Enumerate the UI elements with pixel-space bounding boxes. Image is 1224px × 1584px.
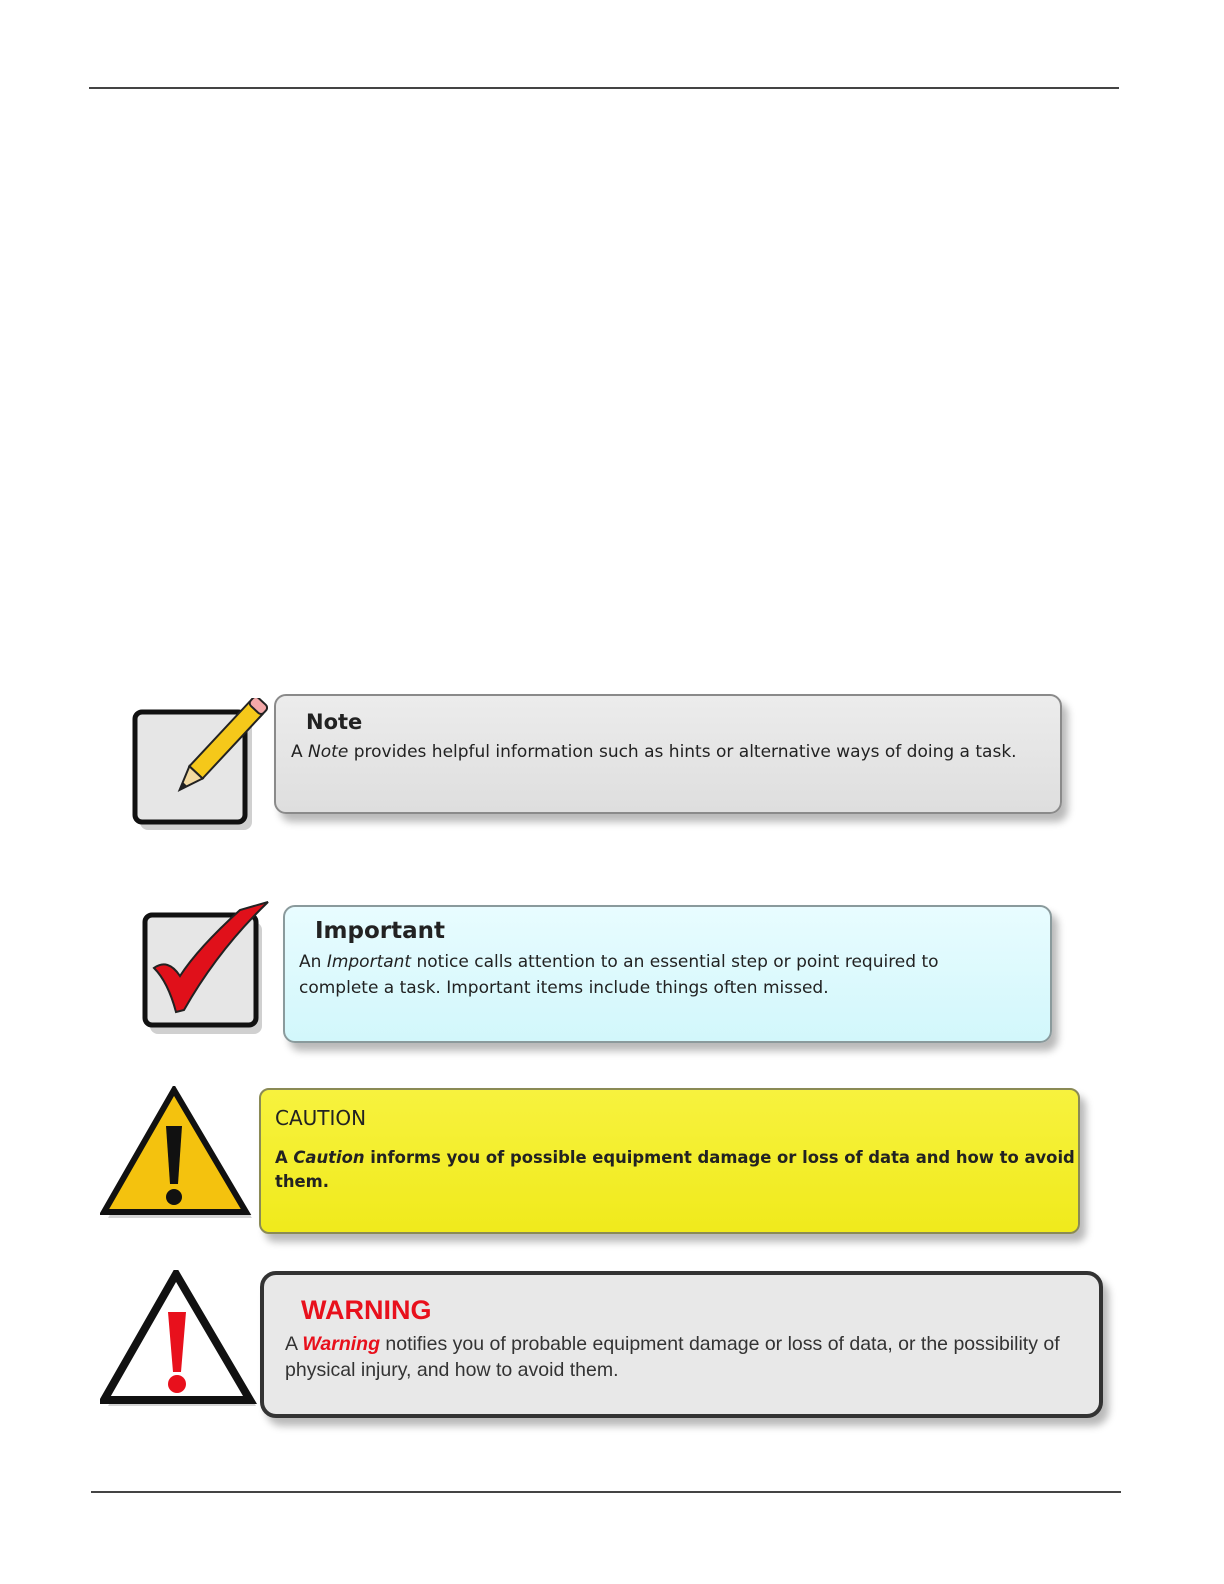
- important-keyword: Important: [326, 952, 412, 972]
- note-body-text: provides helpful information such as hints or alternative ways of doing a task.: [348, 742, 1017, 762]
- header-rule: [89, 87, 1119, 89]
- important-title: Important: [315, 918, 446, 944]
- red-exclamation-triangle-icon: [100, 1270, 258, 1408]
- important-body: [299, 949, 999, 1001]
- warning-body: [285, 1331, 1065, 1383]
- footer-rule: [91, 1491, 1121, 1493]
- warning-keyword: Warning: [302, 1333, 380, 1355]
- important-body-text: notice calls attention to an essential step or point required to complete a task. Important items include things often missed.: [299, 952, 939, 998]
- caution-body: [275, 1146, 1075, 1194]
- important-body-prefix: An: [299, 952, 327, 972]
- note-keyword: Note: [308, 742, 349, 762]
- note-box: [274, 694, 1062, 814]
- warning-body-prefix: A: [285, 1333, 303, 1355]
- yellow-warning-triangle-icon: [100, 1086, 255, 1221]
- caution-keyword: Caution: [293, 1148, 365, 1167]
- red-checkmark-icon: [140, 898, 275, 1038]
- note-body-prefix: A: [291, 742, 309, 762]
- pencil-checkbox-icon: [130, 698, 268, 838]
- warning-body-text: notifies you of probable equipment damage or loss of data, or the possibility of physical injury, and how to avoid them.: [285, 1333, 1060, 1381]
- note-body: [291, 742, 1051, 762]
- caution-title: CAUTION: [275, 1106, 367, 1130]
- warning-box: [260, 1271, 1103, 1418]
- warning-title: WARNING: [301, 1295, 432, 1325]
- important-box: [283, 905, 1052, 1043]
- caution-box: [259, 1088, 1080, 1234]
- caution-body-text: informs you of possible equipment damage or loss of data and how to avoid them.: [275, 1148, 1075, 1191]
- note-title: Note: [306, 710, 363, 734]
- caution-body-prefix: A: [275, 1148, 294, 1167]
